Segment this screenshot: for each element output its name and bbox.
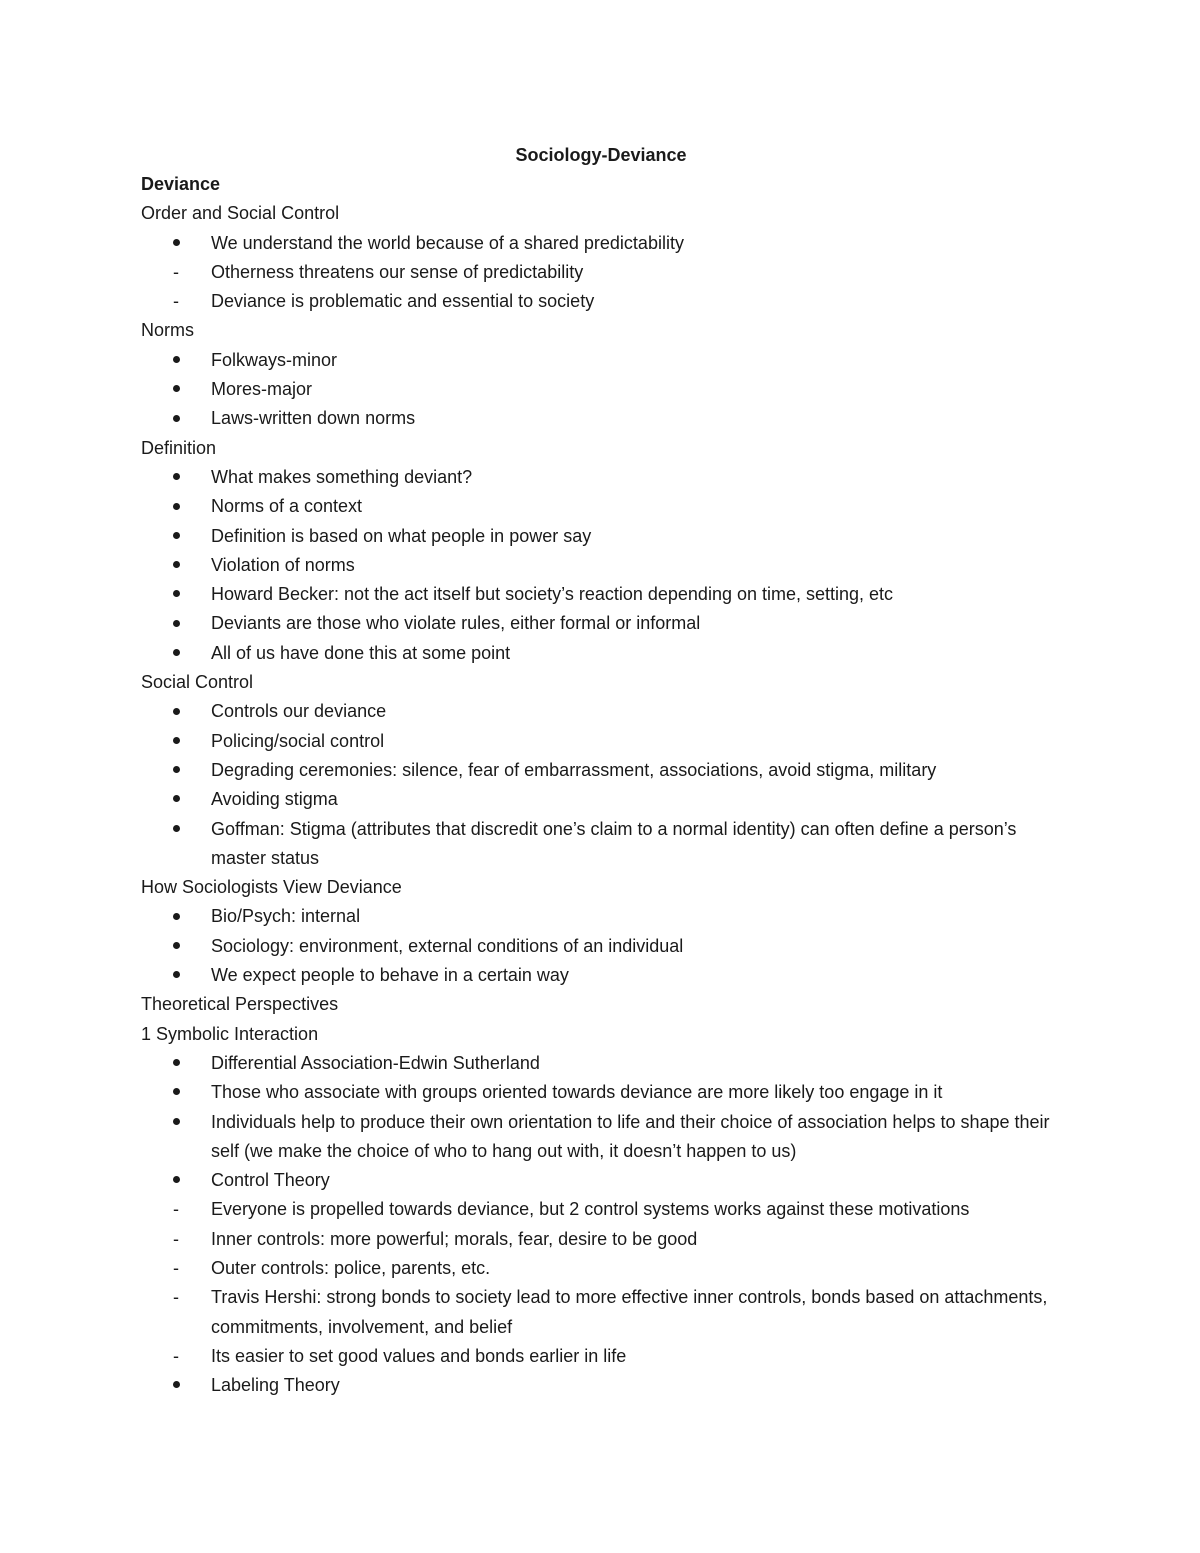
bullet-dot-icon: [173, 971, 180, 978]
dash-glyph-icon: -: [173, 1345, 179, 1366]
bullet-item: [141, 522, 1061, 551]
bullet-item: [141, 609, 1061, 638]
item-text: Those who associate with groups oriented towards deviance are more likely too engage in it: [211, 1082, 943, 1103]
bullet-item: [141, 785, 1061, 814]
section-heading: Social Control: [141, 672, 254, 693]
dash-glyph-icon: -: [173, 1228, 179, 1249]
dash-glyph-icon: -: [173, 1199, 179, 1220]
bullet-item: [141, 727, 1061, 756]
bullet-dot-icon: [173, 385, 180, 392]
item-text: Degrading ceremonies: silence, fear of embarrassment, associations, avoid stigma, military: [211, 759, 937, 780]
item-text: Differential Association-Edwin Sutherland: [211, 1052, 540, 1073]
bullet-icon: [173, 697, 193, 726]
bullet-dot-icon: [173, 766, 180, 773]
dash-glyph-icon: -: [173, 291, 179, 312]
bullet-dot-icon: [173, 620, 180, 627]
item-text: Mores-major: [211, 379, 313, 400]
bullet-dot-icon: [173, 795, 180, 802]
bullet-icon: [173, 1166, 193, 1195]
bullet-icon: [173, 375, 193, 404]
bullet-item: [141, 1166, 1061, 1195]
bullet-icon: [173, 785, 193, 814]
bullet-icon: [173, 815, 193, 844]
bullet-icon: [173, 1108, 193, 1137]
bullet-item: [141, 932, 1061, 961]
item-text: Violation of norms: [211, 554, 355, 575]
bullet-dot-icon: [173, 913, 180, 920]
bullet-dot-icon: [173, 1088, 180, 1095]
bullet-dot-icon: [173, 1059, 180, 1066]
item-text: Howard Becker: not the act itself but society’s reaction depending on time, setting, etc: [211, 584, 894, 605]
item-text: Definition is based on what people in power say: [211, 525, 592, 546]
item-text: Sociology: environment, external conditions of an individual: [211, 935, 684, 956]
section-heading: Theoretical Perspectives: [141, 994, 339, 1015]
item-text: Travis Hershi: strong bonds to society lead to more effective inner controls, bonds based on attachments, commitments, involvement, and belief: [211, 1287, 1048, 1337]
bullet-item: [141, 404, 1061, 433]
item-text: Deviants are those who violate rules, either formal or informal: [211, 613, 701, 634]
bullet-item: [141, 639, 1061, 668]
bullet-icon: [173, 932, 193, 961]
item-text: Its easier to set good values and bonds earlier in life: [211, 1345, 627, 1366]
dash-glyph-icon: -: [173, 1257, 179, 1278]
item-text: Norms of a context: [211, 496, 363, 517]
item-text: We expect people to behave in a certain way: [211, 965, 569, 986]
section-heading: 1 Symbolic Interaction: [141, 1023, 319, 1044]
bullet-item: [141, 1108, 1061, 1167]
section-heading: How Sociologists View Deviance: [141, 877, 402, 898]
document-title: Sociology-Deviance: [515, 145, 687, 165]
bullet-dot-icon: [173, 942, 180, 949]
bullet-dot-icon: [173, 503, 180, 510]
item-text: Controls our deviance: [211, 701, 387, 722]
document-body: [141, 170, 1061, 1400]
dash-item: [141, 1225, 1061, 1254]
dash-icon: [173, 1254, 193, 1283]
bullet-icon: [173, 756, 193, 785]
item-text: Inner controls: more powerful; morals, fear, desire to be good: [211, 1228, 698, 1249]
bullet-icon: [173, 639, 193, 668]
bullet-icon: [173, 1371, 193, 1400]
item-text: Laws-written down norms: [211, 408, 416, 429]
bullet-item: [141, 756, 1061, 785]
dash-icon: [173, 1225, 193, 1254]
item-text: Bio/Psych: internal: [211, 906, 361, 927]
bullet-dot-icon: [173, 825, 180, 832]
bullet-item: [141, 1371, 1061, 1400]
section-heading: Definition: [141, 437, 217, 458]
section-heading: Norms: [141, 320, 194, 341]
section-heading: Deviance: [141, 174, 221, 194]
bullet-item: [141, 580, 1061, 609]
bullet-dot-icon: [173, 1381, 180, 1388]
bullet-item: [141, 961, 1061, 990]
bullet-icon: [173, 1049, 193, 1078]
item-text: Folkways-minor: [211, 349, 338, 370]
bullet-dot-icon: [173, 737, 180, 744]
bullet-icon: [173, 229, 193, 258]
dash-icon: [173, 1283, 193, 1312]
bullet-icon: [173, 727, 193, 756]
bullet-item: [141, 375, 1061, 404]
bullet-item: [141, 492, 1061, 521]
bullet-icon: [173, 609, 193, 638]
dash-item: [141, 1283, 1061, 1342]
section-heading: Order and Social Control: [141, 203, 340, 224]
item-text: We understand the world because of a shared predictability: [211, 232, 684, 253]
item-text: Everyone is propelled towards deviance, but 2 control systems works against these motivations: [211, 1199, 970, 1220]
document-page: [141, 141, 1061, 1400]
bullet-dot-icon: [173, 356, 180, 363]
dash-icon: [173, 1195, 193, 1224]
bullet-dot-icon: [173, 649, 180, 656]
bullet-icon: [173, 463, 193, 492]
bullet-dot-icon: [173, 532, 180, 539]
dash-glyph-icon: -: [173, 261, 179, 282]
item-text: Avoiding stigma: [211, 789, 338, 810]
item-text: Control Theory: [211, 1170, 330, 1191]
bullet-dot-icon: [173, 590, 180, 597]
bullet-item: [141, 229, 1061, 258]
bullet-icon: [173, 551, 193, 580]
bullet-dot-icon: [173, 708, 180, 715]
dash-item: [141, 258, 1061, 287]
bullet-dot-icon: [173, 561, 180, 568]
dash-item: [141, 1254, 1061, 1283]
dash-item: [141, 1342, 1061, 1371]
item-text: Outer controls: police, parents, etc.: [211, 1257, 491, 1278]
bullet-item: [141, 551, 1061, 580]
item-text: Individuals help to produce their own orientation to life and their choice of association helps to shape their self (we make the choice of who to hang out with, it doesn’t happen to us): [211, 1111, 1050, 1161]
dash-item: [141, 287, 1061, 316]
item-text: Deviance is problematic and essential to society: [211, 291, 595, 312]
bullet-icon: [173, 404, 193, 433]
bullet-dot-icon: [173, 415, 180, 422]
item-text: All of us have done this at some point: [211, 642, 511, 663]
bullet-dot-icon: [173, 1176, 180, 1183]
bullet-item: [141, 346, 1061, 375]
item-text: Policing/social control: [211, 730, 385, 751]
bullet-icon: [173, 346, 193, 375]
bullet-dot-icon: [173, 1118, 180, 1125]
bullet-item: [141, 697, 1061, 726]
dash-icon: [173, 1342, 193, 1371]
dash-item: [141, 1195, 1061, 1224]
item-text: What makes something deviant?: [211, 466, 473, 487]
bullet-icon: [173, 522, 193, 551]
dash-icon: [173, 287, 193, 316]
bullet-item: [141, 902, 1061, 931]
bullet-dot-icon: [173, 239, 180, 246]
item-text: Otherness threatens our sense of predictability: [211, 261, 584, 282]
bullet-icon: [173, 902, 193, 931]
bullet-icon: [173, 961, 193, 990]
bullet-icon: [173, 580, 193, 609]
bullet-item: [141, 815, 1061, 874]
item-text: Labeling Theory: [211, 1375, 340, 1396]
bullet-item: [141, 1078, 1061, 1107]
bullet-icon: [173, 492, 193, 521]
item-text: Goffman: Stigma (attributes that discredit one’s claim to a normal identity) can often define a person’s master status: [211, 818, 1017, 868]
dash-icon: [173, 258, 193, 287]
dash-glyph-icon: -: [173, 1287, 179, 1308]
bullet-dot-icon: [173, 473, 180, 480]
bullet-item: [141, 463, 1061, 492]
bullet-icon: [173, 1078, 193, 1107]
bullet-item: [141, 1049, 1061, 1078]
